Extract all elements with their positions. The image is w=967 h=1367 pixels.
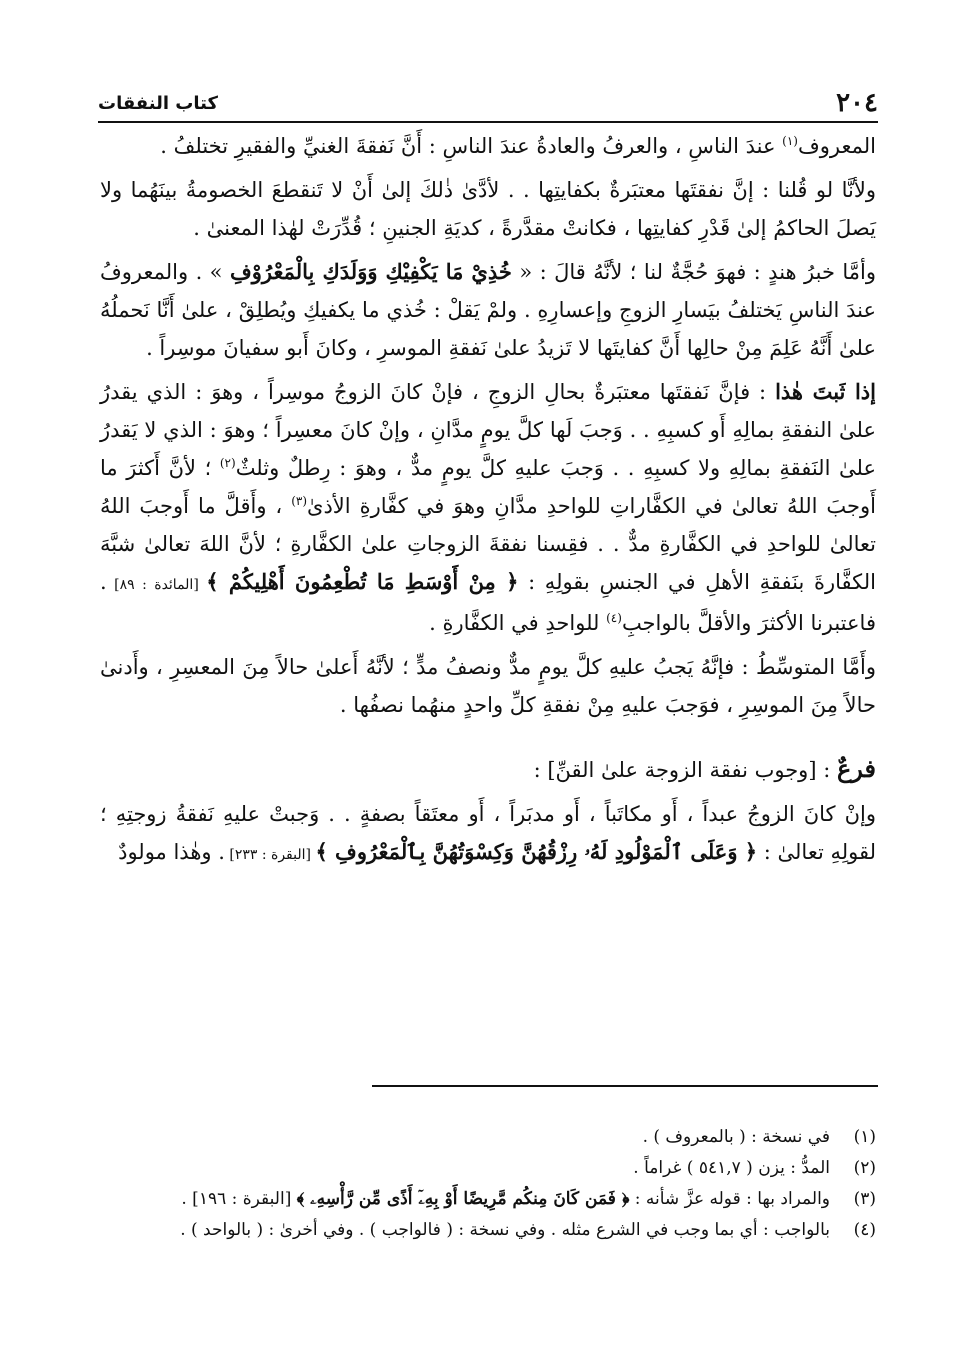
paragraph-text: وإنْ كانَ الزوجُ عبداً ، أَو مكاتَباً ، أَو مدبَراً ، أَو معتَقاً بصفةٍ . . وَجبتْ عليهِ نَفقةُ زوجتِهِ ؛ لقولِهِ تعالىٰ : — [100, 802, 876, 864]
paragraph-5 — [100, 648, 876, 724]
section-title: : [وجوب نفقة الزوجة علىٰ القنِّ] : — [533, 758, 837, 782]
footnote-number: (٢) — [853, 1158, 876, 1178]
footnote-text — [100, 1215, 830, 1246]
verse-reference: [البقرة : ٢٣٣] — [224, 847, 316, 863]
page-number: ٢٠٤ — [836, 88, 878, 118]
footnote-ref-4: (٤) — [606, 611, 622, 625]
header-rule — [98, 121, 878, 123]
paragraph-text: عندَ الناسِ ، والعرفُ والعادةُ عندَ الناسِ : أَنَّ نَفقةَ الغنيِّ والفقيرِ تختلفُ . — [160, 134, 783, 158]
paragraph-text: للواحدِ في الكفَّارةِ . — [429, 611, 607, 635]
main-text — [100, 127, 876, 880]
paragraph-text: . وهٰذا مولودٌ — [118, 840, 225, 864]
paragraph-text: المعروف — [797, 134, 876, 158]
paragraph-text: ولأنَّا لو قُلنا : إنَّ نفقتَها معتبَرةٌ بكفايتِها . . لأدَّىٰ ذٰلكَ إلىٰ أَنْ لا تَنقطعَ الخصومةُ بينَهُما ولا يَصلَ الحاكمُ إلىٰ قَدْرِ كفايتِها ، فكانتْ مقدَّرةً ، كديَةِ الجنينِ ؛ قُدِّرَتْ لهٰذا المعنىٰ . — [100, 178, 876, 240]
footnote — [100, 1122, 876, 1153]
paragraph-text: ؛ لأنَّ أَكثرَ ما أَوجبَ اللهُ تعالىٰ في الكفَّاراتِ للواحدِ مدَّانِ وهوَ في كفَّارةِ الأذىٰ — [100, 456, 877, 518]
footnote-quran-verse: ﴿ فَمَن كَانَ مِنكُم مَّرِيضًا أَوْ بِهِۦٓ أَذًى مِّن رَّأْسِهِۦ ﴾ — [296, 1189, 630, 1209]
footnote — [100, 1153, 876, 1184]
footnote-text-part: والمراد بها : قوله عزَّ شأنه : — [629, 1189, 830, 1209]
paragraph-1 — [100, 127, 876, 165]
footnote-number: (٣) — [853, 1189, 876, 1209]
paragraph-text: ، وأَقلَّ ما أَوجبَ اللهُ تعالىٰ للواحدِ في الكفَّارةِ مدٌّ . . فقِسنا نفقةَ الزوجاتِ علىٰ الكفَّارةِ ؛ لأنَّ اللهَ تعالىٰ شبَّهَ الكفَّارةَ بنَفقةِ الأهلِ في الجنسِ بقولِهِ : — [100, 494, 877, 594]
footnote-ref-2: (٢) — [219, 456, 236, 470]
footnote — [100, 1184, 876, 1215]
paragraph-text: » . والمعروفُ عندَ الناسِ يَختلفُ بيَسارِ الزوجِ وإعسارِهِ . ولمْ يَقلْ : خُذي ما يكفيكِ ويُطلِقْ ، علىٰ أَنَّا نَحملُهُ علىٰ أَنَّهُ عَلِمَ مِنْ حالِها أَنَّ كفايتَها لا تَزيدُ علىٰ نَفقةِ الموسرِ ، وكانَ أَبو سفيانَ موسِراً . — [100, 260, 876, 360]
quran-verse: ﴿ وَعَلَى ٱلْمَوْلُودِ لَهُۥ رِزْقُهُنَّ وَكِسْوَتُهُنَّ بِٱلْمَعْرُوفِ ﴾ — [315, 839, 758, 864]
footnote-text — [100, 1122, 830, 1153]
footnote-ref-3: (٣) — [291, 494, 308, 508]
footnote-text-part: في نسخة : ( بالمعروف ) . — [642, 1127, 830, 1147]
footnote-text-part: المدُّ : يزن ( ٥٤١,٧ ) غراماً . — [633, 1158, 830, 1178]
footnote-text — [100, 1153, 830, 1184]
paragraph-6 — [100, 795, 876, 874]
book-title: كتاب النفقات — [98, 92, 218, 114]
section-heading — [100, 750, 876, 789]
page-header — [98, 86, 878, 120]
paragraph-4 — [100, 373, 876, 642]
paragraph-text: : فإنَّ نَفقتَها معتبَرةٌ بحالِ الزوجِ ، فإنْ كانَ الزوجُ موسِراً ، وهوَ : الذي يقدرُ علىٰ النفقةِ بمالِهِ أَو كسبِهِ . . وَجبَ لَها كلَّ يومٍ مدَّانِ ، وإنْ كانَ معسِراً ؛ وهوَ : الذي لا يَقدرُ علىٰ النَفقةِ بمالِهِ ولا كسبِهِ . . وَجبَ عليهِ كلَّ يومٍ مدٌّ ، وهوَ : رِطلٌ وثلثٌ — [100, 380, 876, 480]
footnote-text-part: بالواجب : أي بما وجب في الشرع مثله . وفي نسخة : ( فالواجب ) . وفي أخرىٰ : ( بالواحد ) . — [180, 1220, 830, 1240]
footnote-text-part: [البقرة : ١٩٦] . — [181, 1189, 297, 1209]
verse-reference: [المائدة : ٨٩] — [106, 577, 207, 593]
paragraph-text: وأَمَّا المتوسِّطُ : فإنَّهُ يَجبُ عليهِ كلَّ يومٍ مدٌّ ونصفُ مدٍّ ؛ لأنَّهُ أَعلىٰ حالاً مِنَ المعسِرِ ، وأَدنىٰ حالاً مِنَ الموسِرِ ، فوَجبَ عليهِ مِنْ نفقةِ كلِّ واحدٍ منهُما نصفُها . — [100, 655, 876, 717]
quran-verse: ﴿ مِنْ أَوْسَطِ مَا تُطْعِمُونَ أَهْلِيكُمْ ﴾ — [206, 569, 519, 594]
footnote-text — [100, 1184, 830, 1215]
paragraph-3 — [100, 253, 876, 367]
footnote-ref-1: (١) — [782, 134, 798, 148]
paragraph-text: . فاعتبرنا الأكثرَ والأقلَّ بالواجبِ — [100, 570, 876, 635]
lead-phrase: إذا ثَبتَ هٰذا — [775, 379, 876, 404]
paragraph-2 — [100, 171, 876, 247]
footnote — [100, 1215, 876, 1246]
paragraph-text: وأمَّا خبرُ هندٍ : فهوَ حُجَّةٌ لنا ؛ لأنَّهُ قالَ : « — [511, 260, 877, 284]
hadith-quote: خُذِيْ مَا يَكْفِيْكِ وَوَلَدَكِ بِالْمَعْرُوْفِ — [229, 259, 512, 284]
footnote-number: (١) — [853, 1127, 876, 1147]
footnotes — [100, 1122, 876, 1246]
footnote-number: (٤) — [853, 1220, 876, 1240]
section-label: فرعٌ — [836, 754, 876, 783]
footnote-rule — [372, 1085, 878, 1087]
